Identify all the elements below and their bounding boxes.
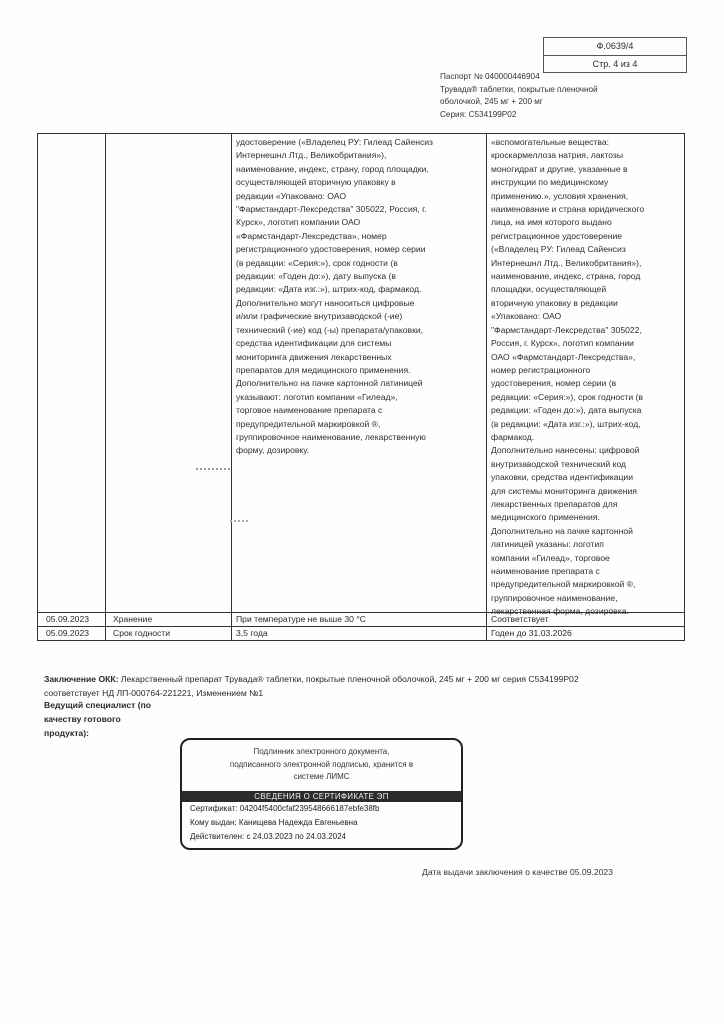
row-result: Годен до 31.03.2026 — [491, 628, 572, 638]
stamp-text: подписанного электронной подписью, хранится в — [229, 759, 414, 769]
table-row-labeling — [37, 133, 685, 617]
product-name-line2: оболочкой, 245 мг + 200 мг — [440, 97, 543, 107]
passport-number: Паспорт № 040000446904 — [440, 72, 540, 81]
column-divider — [105, 613, 106, 626]
row-parameter: Срок годности — [113, 628, 171, 638]
issue-date: Дата выдачи заключения о качестве 05.09.2023 — [422, 867, 613, 877]
row-result: Соответствует — [491, 614, 549, 624]
certificate-validity: Действителен: с 24.03.2023 по 24.03.2024 — [190, 831, 346, 841]
product-name-line1: Трувада® таблетки, покрытые пленочной — [440, 84, 598, 94]
labeling-requirement-text: удостоверение («Владелец РУ: Гилеад Сайенсиз Интернешнл Лтд., Великобритания»), наименование, индекс, страну, город площадки, осуществляющей вторичную упаковку в редакции «Упаковано: ОАО "Фармстандарт-Лексредства" 305022, Россия, г. Курск», логотип компании ОАО «Фармстандарт-Лексредства», номер регистрационного удостоверения, номер серии (в редакции: «Серия:»), срок годности (в редакции: «Годен до:»), дату выпуска (в редакции: «Дата изг.:»), штрих-код, фармакод. Дополнительно могут наноситься цифровые и/или графические внутризаводской (-ие) технический (-ие) код (-ы) препарата/упаковки, средства идентификации для системы мониторинга движения лекарственных препаратов для медицинского применения. Дополнительно на пачке картонной латиницей указывают: логотип компании «Гилеад», торговое наименование препарата с предупредительной маркировкой ®, группировочное наименование, лекарственную форму, дозировку. — [236, 137, 434, 456]
passport-header — [440, 71, 598, 121]
labeling-result-text: «вспомогательные вещества: кроскармеллоза натрия, лактозы моногидрат и другие, указанные в инструкции по медицинскому применению.», условия хранения, наименование и страна юридического лица, на имя которого выдано регистрационное удостоверение («Владелец РУ: Гилеад Сайенсиз Интернешнл Лтд., Великобритания»), наименование, индекс, страна, город площадки, осуществляющей вторичную упаковку в редакции «Упаковано: ОАО "Фармстандарт-Лексредства" 305022, Россия, г. Курск», логотип компании ОАО «Фармстандарт-Лексредства», номер регистрационного удостоверения, номер серии (в редакции: «Серия:»), срок годности (в редакции: «Годен до:»), дата выпуска (в редакции: «Дата изг.:»), штрих-код, фармакод. Дополнительно нанесены: цифровой внутризаводской технический код упаковки, средства идентификации для системы мониторинга движения лекарственных препаратов для медицинского применения. Дополнительно на пачке картонной латиницей указаны: логотип компании «Гилеад», торговое наименование препарата с предупредительной маркировкой ®, группировочное наименование, лекарственная форма, дозировка. — [491, 137, 645, 617]
scan-artifact — [196, 468, 231, 470]
column-divider — [105, 134, 106, 612]
electronic-signature-stamp — [180, 738, 463, 850]
certificate-owner: Кому выдан: Канищева Надежда Евгеньевна — [190, 817, 358, 827]
row-date: 05.09.2023 — [46, 628, 90, 638]
column-divider — [486, 613, 487, 626]
column-divider — [231, 613, 232, 626]
column-divider — [486, 134, 487, 612]
scan-artifact — [230, 520, 250, 522]
stamp-header — [182, 746, 461, 784]
specialist-label — [44, 698, 151, 740]
row-date: 05.09.2023 — [46, 614, 90, 624]
table-row — [37, 613, 685, 627]
table-row — [37, 627, 685, 641]
certificate-number: Сертификат: 04204f5400cfaf239548666187ebfe38fb — [190, 803, 380, 813]
row-parameter: Хранение — [113, 614, 153, 624]
conclusion-text: Лекарственный препарат Трувада® таблетки, покрытые пленочной оболочкой, 245 мг + 200 мг серия C534199P02 соответствует НД ЛП-000764-221221, Изменением №1 — [44, 674, 579, 698]
page-number: Стр. 4 из 4 — [592, 59, 638, 69]
conclusion-block — [44, 672, 604, 700]
stamp-text: системе ЛИМС — [293, 772, 350, 781]
column-divider — [105, 627, 106, 640]
column-divider — [231, 134, 232, 612]
conclusion-label: Заключение ОКК: — [44, 674, 119, 684]
form-code-box — [543, 37, 687, 73]
certificate-info-bar: СВЕДЕНИЯ О СЕРТИФИКАТЕ ЭП — [182, 791, 461, 802]
quality-table — [37, 133, 685, 641]
specialist-line: продукта): — [44, 728, 89, 738]
form-code: Ф.0639/4 — [544, 38, 686, 56]
row-requirement: 3,5 года — [236, 628, 268, 638]
column-divider — [486, 627, 487, 640]
column-divider — [231, 627, 232, 640]
specialist-line: Ведущий специалист (по — [44, 700, 152, 710]
stamp-text: Подлинник электронного документа, — [253, 747, 390, 756]
row-requirement: При температуре не выше 30 °С — [236, 614, 366, 624]
batch-number: Серия: C534199P02 — [440, 109, 517, 119]
specialist-line: качеству готового — [44, 714, 121, 724]
